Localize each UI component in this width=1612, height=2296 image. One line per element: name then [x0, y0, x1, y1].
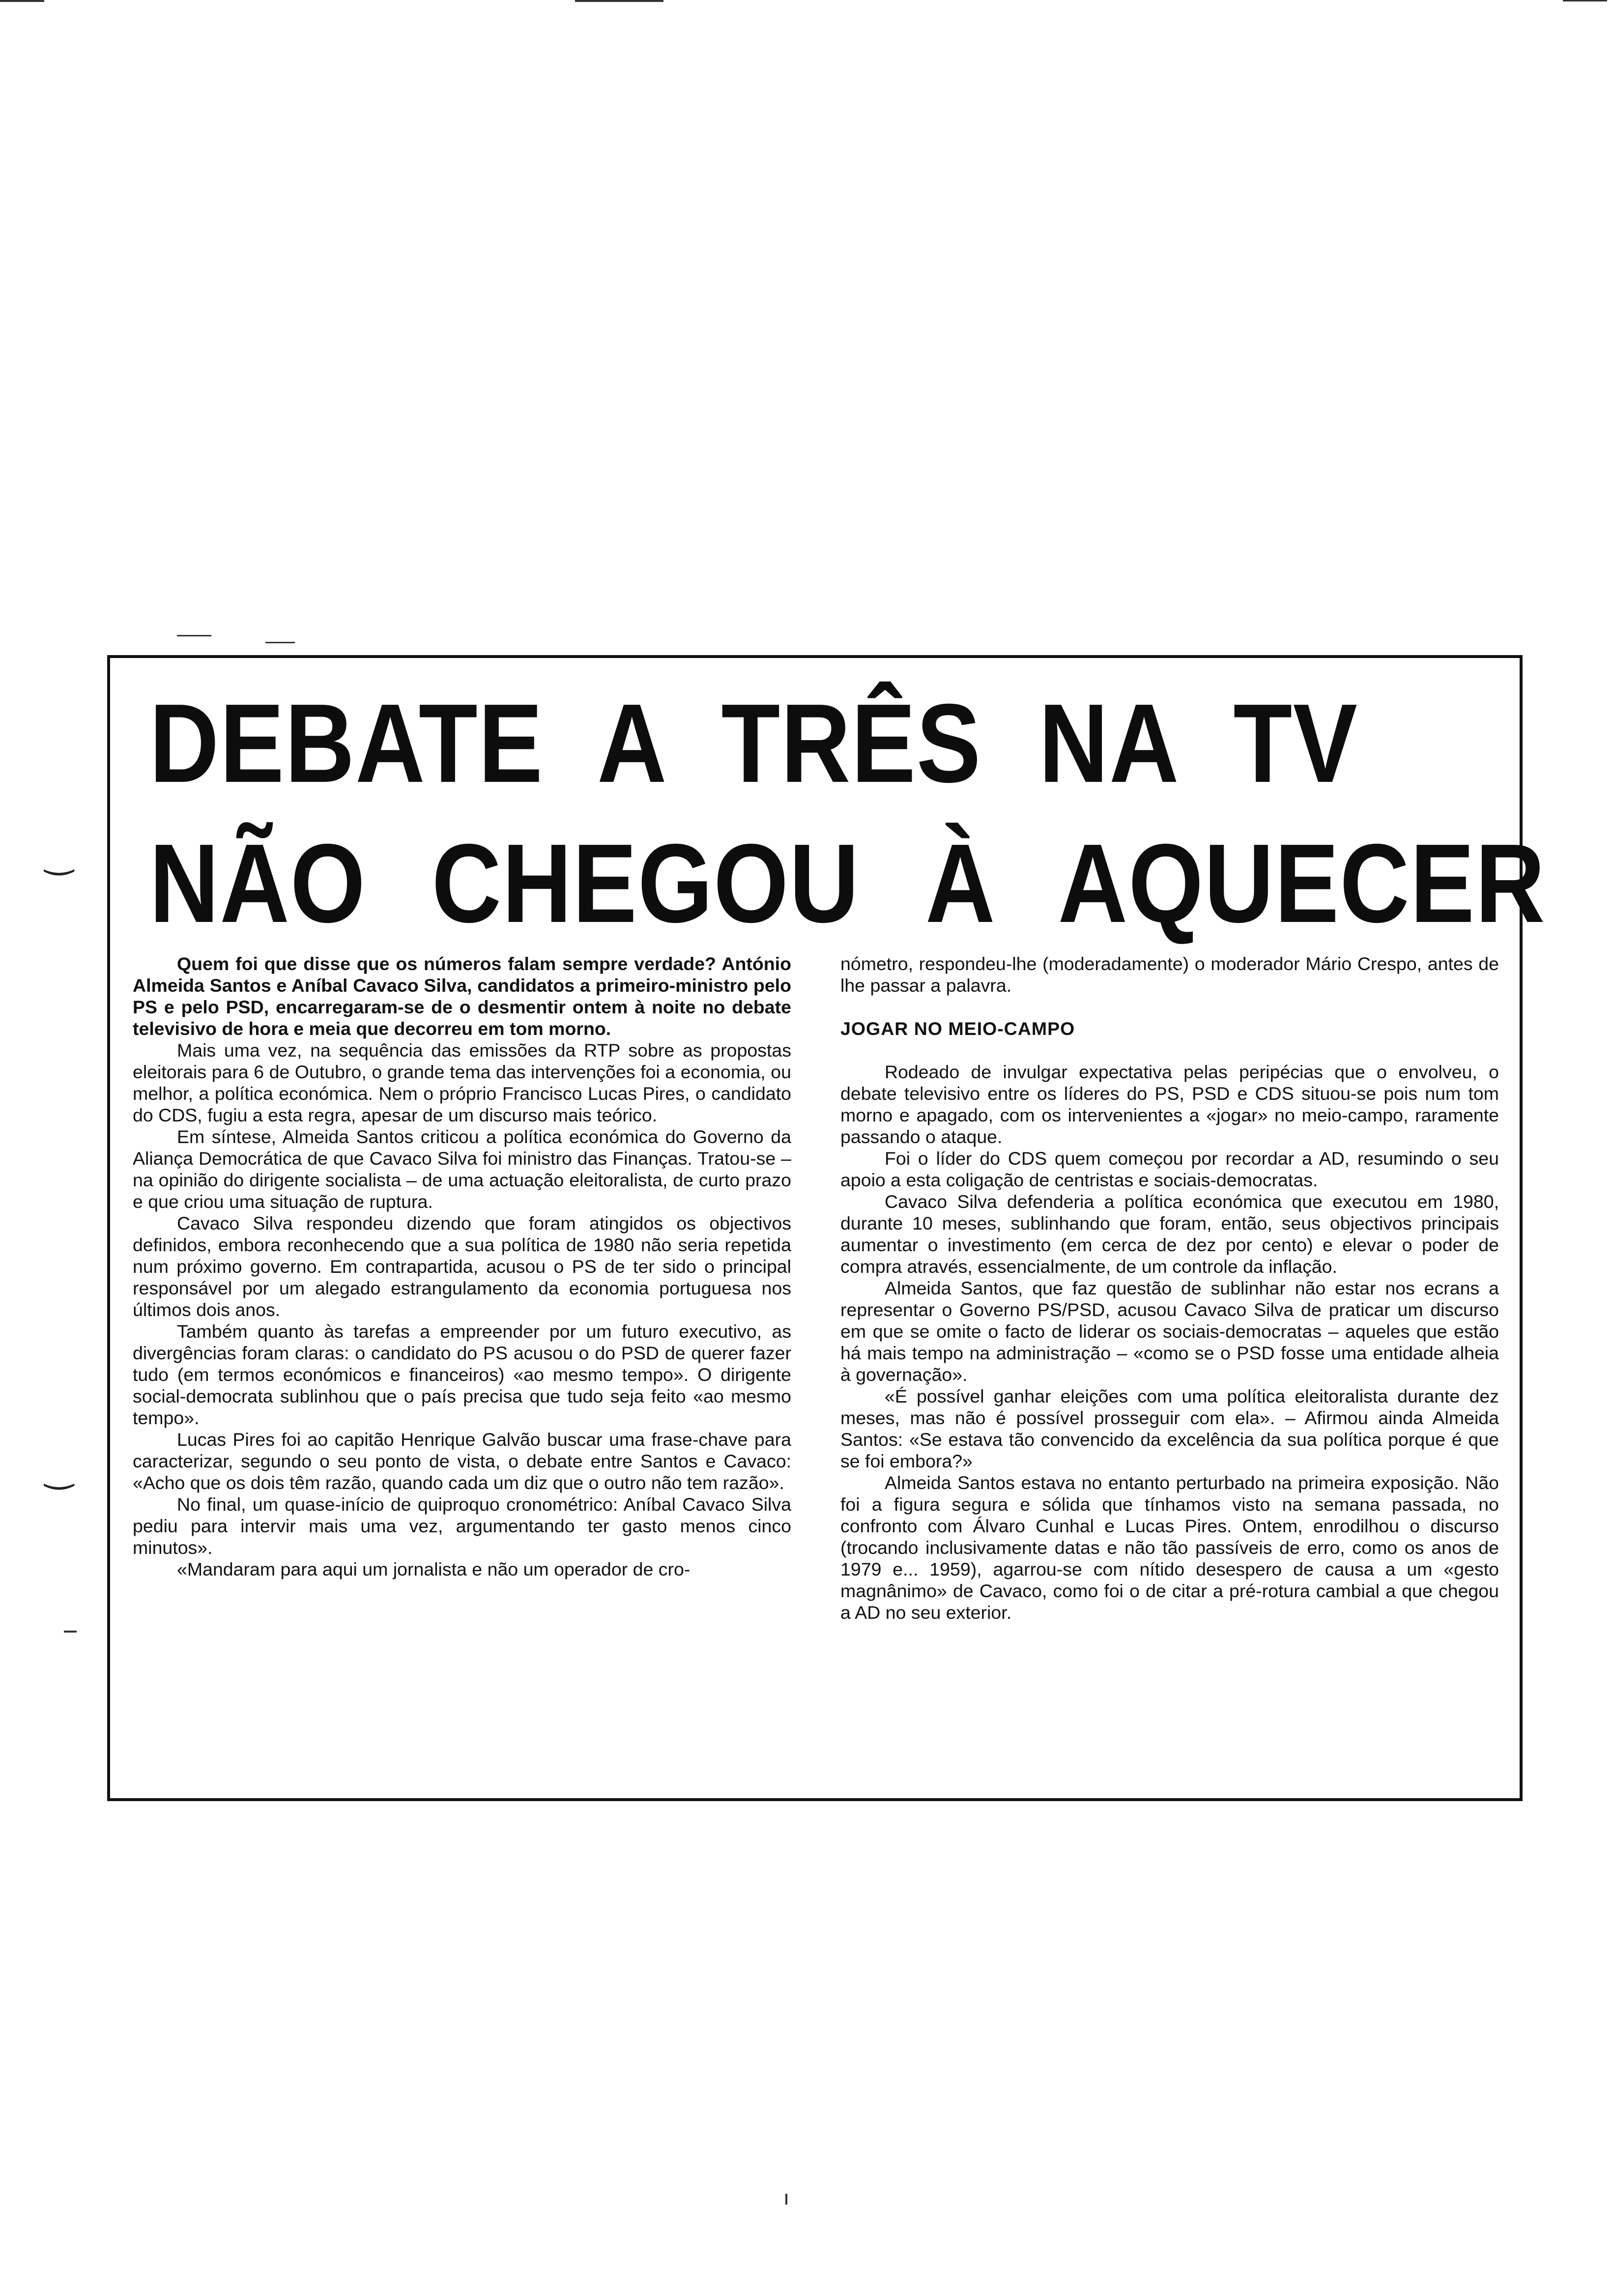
scan-mark-top-right — [1563, 0, 1607, 1]
continued-paragraph: nómetro, respondeu-lhe (moderadamente) o moderador Mário Crespo, antes de lhe passar a palavra. — [840, 953, 1499, 996]
body-paragraph: Rodeado de invulgar expectativa pelas peripécias que o envolveu, o debate televisivo entre os líderes do PS, PSD e CDS situou-se pois num tom morno e apagado, com os intervenientes a «jogar» no meio-campo, raramente passando o ataque. — [840, 1062, 1499, 1147]
body-paragraph: Cavaco Silva defenderia a política económica que executou em 1980, durante 10 meses, sublinhando que foram, então, seus objectivos principais aumentar o investimento (em cerca de dez por cento) e elevar o poder de compra através, essencialmente, de um controle da inflação. — [840, 1191, 1499, 1277]
scan-mark-top-left — [0, 0, 44, 2]
body-paragraph: Almeida Santos, que faz questão de sublinhar não estar nos ecrans a representar o Governo PS/PSD, acusou Cavaco Silva de praticar um discurso em que se omite o facto de liderar os sociais-democratas – aqueles que estão há mais tempo na administração – «como se o PSD fosse uma entidade alheia à governação». — [840, 1278, 1499, 1385]
margin-dash-mark — [64, 1631, 77, 1633]
headline-line-1: DEBATE A TRÊS NA TV — [149, 681, 1358, 806]
body-paragraph: «Mandaram para aqui um jornalista e não um operador de cro- — [177, 1559, 691, 1579]
margin-curve-mark: ‿ — [45, 1450, 73, 1490]
subheading: JOGAR NO MEIO-CAMPO — [840, 1018, 1075, 1039]
headline-line-2: NÃO CHEGOU À AQUECER — [149, 821, 1546, 946]
article-box — [107, 655, 1546, 1801]
scan-mark-bottom — [785, 2194, 787, 2205]
body-paragraph: Almeida Santos estava no entanto perturbado na primeira exposição. Não foi a figura segura e sólida que tínhamos visto na semana passada, no confronto com Álvaro Cunhal e Lucas Pires. Ontem, enrodilhou o discurso (trocando inclusivamente datas e não tão passíveis de erro, como os anos de 1979 e... 1959), agarrou-se com nítido desespero de causa a um «gesto magnânimo» de Cavaco, como foi o de citar a pré-rotura cambial a que chegou a AD no seu exterior. — [840, 1472, 1499, 1623]
article-columns — [133, 953, 1499, 1788]
right-column — [840, 953, 1499, 1788]
scan-mark-above-box-2 — [265, 642, 295, 643]
margin-curve-mark: ‿ — [45, 835, 73, 876]
body-paragraph: Lucas Pires foi ao capitão Henrique Galvão buscar uma frase-chave para caracterizar, segundo o seu ponto de vista, o debate entre Santos e Cavaco: «Acho que os dois têm razão, quando cada um diz que o outro não tem razão». — [133, 1429, 791, 1493]
body-paragraph: No final, um quase-início de quiproquo cronométrico: Aníbal Cavaco Silva pediu para intervir mais uma vez, argumentando ter gasto menos cinco minutos». — [133, 1494, 791, 1558]
scan-mark-top-center — [575, 0, 663, 2]
left-column — [133, 953, 791, 1788]
body-paragraph: Também quanto às tarefas a empreender por um futuro executivo, as divergências foram claras: o candidato do PS acusou o do PSD de querer fazer tudo (em termos económicos e financeiros) «ao mesmo tempo». O dirigente social-democrata sublinhou que o país precisa que tudo seja feito «ao mesmo tempo». — [133, 1321, 791, 1428]
scan-mark-above-box — [177, 635, 211, 636]
body-paragraph: «É possível ganhar eleições com uma política eleitoralista durante dez meses, mas não é possível prosseguir com ela». – Afirmou ainda Almeida Santos: «Se estava tão convencido da excelência da sua política porque é que se foi embora?» — [840, 1386, 1499, 1471]
body-paragraph: Mais uma vez, na sequência das emissões da RTP sobre as propostas eleitorais para 6 de Outubro, o grande tema das intervenções foi a economia, ou melhor, a política económica. Nem o próprio Francisco Lucas Pires, o candidato do CDS, fugiu a esta regra, apesar de um discurso mais teórico. — [133, 1040, 791, 1125]
lead-paragraph: Quem foi que disse que os números falam sempre verdade? António Almeida Santos e Aníbal Cavaco Silva, candidatos a primeiro-ministro pelo PS e pelo PSD, encarregaram-se de o desmentir ontem à noite no debate televisivo de hora e meia que decorreu em tom morno. — [133, 953, 791, 1039]
body-paragraph: Cavaco Silva respondeu dizendo que foram atingidos os objectivos definidos, embora reconhecendo que a sua política de 1980 não seria repetida num próximo governo. Em contrapartida, acusou o PS de ter sido o principal responsável por um alegado estrangulamento da economia portuguesa nos últimos dois anos. — [133, 1213, 791, 1320]
body-paragraph: Em síntese, Almeida Santos criticou a política económica do Governo da Aliança Democrática de que Cavaco Silva foi ministro das Finanças. Tratou-se – na opinião do dirigente socialista – de uma actuação eleitoralista, de curto prazo e que criou uma situação de ruptura. — [133, 1126, 791, 1212]
body-paragraph: Foi o líder do CDS quem começou por recordar a AD, resumindo o seu apoio a esta coligação de centristas e sociais-democratas. — [840, 1148, 1499, 1190]
